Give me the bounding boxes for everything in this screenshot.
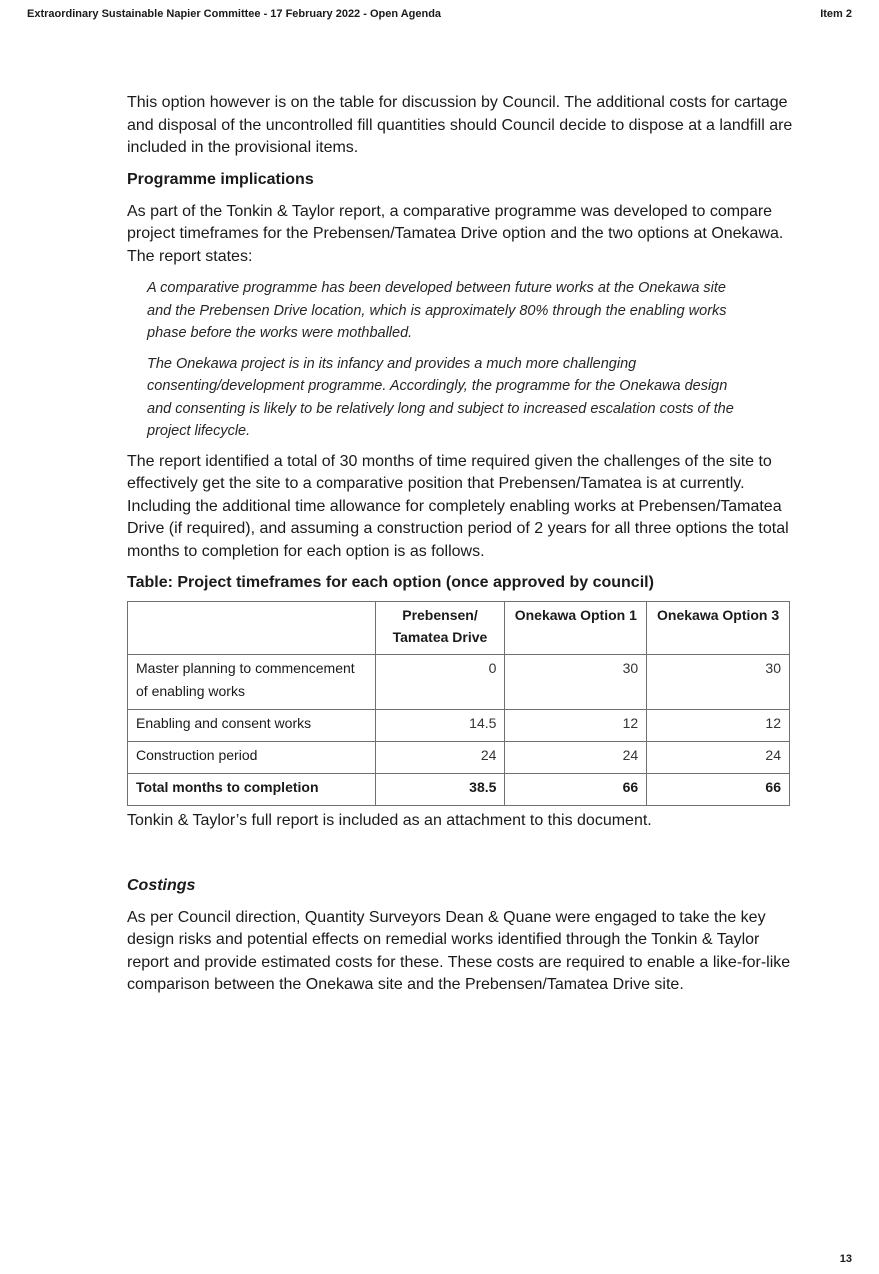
table-row: [128, 742, 790, 774]
cell-value: 0: [375, 655, 505, 710]
table-row: [128, 710, 790, 742]
table-row: [128, 655, 790, 710]
table-header-row: [128, 602, 790, 655]
cell-value: 38.5: [375, 774, 505, 806]
cell-value: 30: [647, 655, 790, 710]
paragraph-comparative-programme: As part of the Tonkin & Taylor report, a comparative programme was developed to compare project timeframes for the Prebensen/Tamatea Drive option and the two options at Onekawa. The report states:: [127, 202, 784, 265]
quote-comparative-programme: A comparative programme has been developed between future works at the Onekawa site and the Prebensen Drive location, which is approximately 80% through the enabling works phase before the works were mothballed.: [147, 280, 727, 341]
document-body: [127, 92, 793, 1006]
quote-onekawa-infancy: The Onekawa project is in its infancy and provides a much more challenging consenting/development programme. Accordingly, the programme for the Onekawa design and consenting is likely to be relatively long and subject to increased escalation costs of the project lifecycle.: [147, 355, 734, 439]
paragraph-thirty-months: The report identified a total of 30 months of time required given the challenges of the site to effectively get the site to a comparative position that Prebensen/Tamatea is at currently. Including the additional time allowance for completely enabling works at Prebensen/Tamatea Drive (if required), and assuming a construction period of 2 years for all three options the total months to completion for each option is as follows.: [127, 452, 789, 560]
header-onekawa-option-3: Onekawa Option 3: [647, 602, 790, 655]
row-label: Master planning to commencement of enabling works: [128, 655, 376, 710]
cell-value: 14.5: [375, 710, 505, 742]
cell-value: 24: [647, 742, 790, 774]
paragraph-full-report: Tonkin & Taylor’s full report is included as an attachment to this document.: [127, 812, 652, 829]
timeframes-table: [127, 601, 790, 806]
table-row-total: [128, 774, 790, 806]
cell-value: 24: [375, 742, 505, 774]
row-label: Enabling and consent works: [128, 710, 376, 742]
heading-costings: Costings: [127, 876, 196, 894]
cell-value: 66: [505, 774, 647, 806]
cell-value: 12: [647, 710, 790, 742]
row-label: Total months to completion: [128, 774, 376, 806]
header-cell-empty: [128, 602, 376, 655]
header-onekawa-option-1: Onekawa Option 1: [505, 602, 647, 655]
row-label: Construction period: [128, 742, 376, 774]
paragraph-landfill-option: This option however is on the table for discussion by Council. The additional costs for cartage and disposal of the uncontrolled fill quantities should Council decide to dispose at a landfill are included in the provisional items.: [127, 94, 793, 156]
cell-value: 66: [647, 774, 790, 806]
page-number: 13: [839, 1253, 852, 1265]
cell-value: 30: [505, 655, 647, 710]
header-title: Extraordinary Sustainable Napier Committee - 17 February 2022 - Open Agenda: [27, 8, 442, 20]
paragraph-costings: As per Council direction, Quantity Surveyors Dean & Quane were engaged to take the key design risks and potential effects on remedial works identified through the Tonkin & Taylor report and provide estimated costs for these. These costs are required to enable a like-for-like comparison between the Onekawa site and the Prebensen/Tamatea Drive site.: [127, 908, 791, 993]
item-label: Item 2: [820, 8, 852, 20]
heading-programme-implications: Programme implications: [127, 170, 314, 188]
table-caption: Table: Project timeframes for each option (once approved by council): [127, 574, 654, 591]
header-prebensen: Prebensen/ Tamatea Drive: [375, 602, 505, 655]
cell-value: 12: [505, 710, 647, 742]
cell-value: 24: [505, 742, 647, 774]
